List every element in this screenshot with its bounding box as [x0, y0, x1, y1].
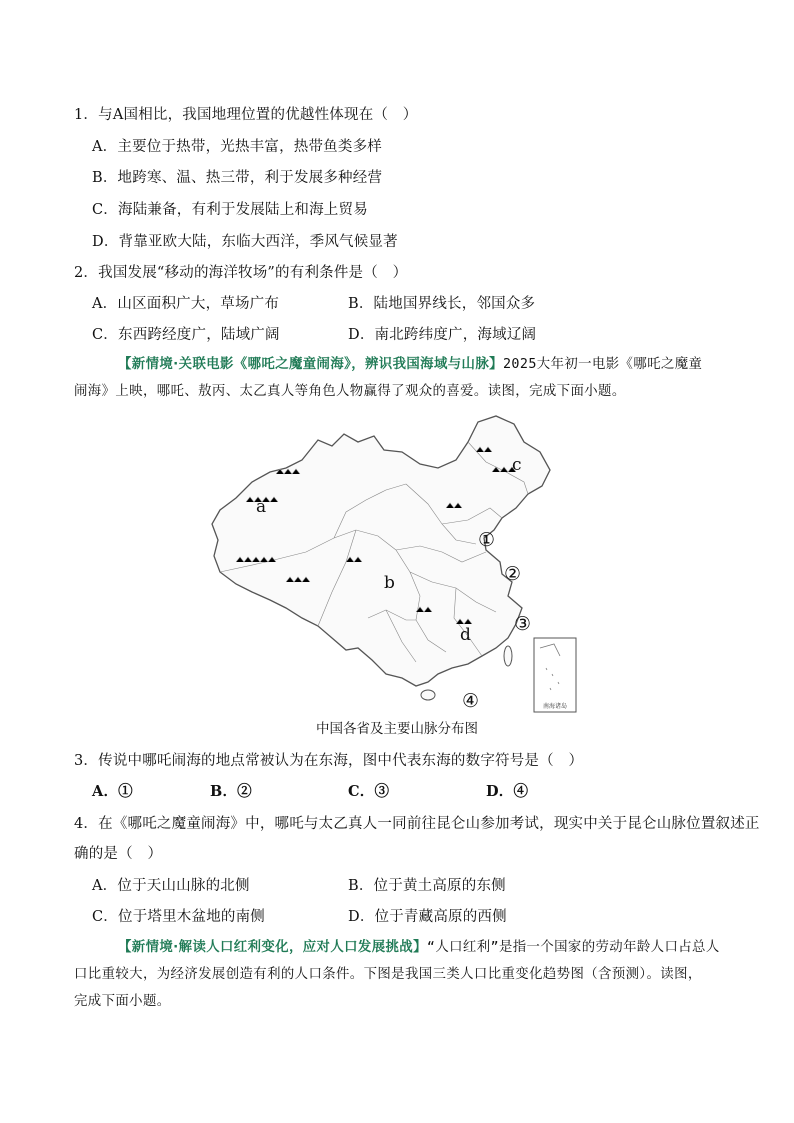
question-4-stem-line2: 确的是（ ）	[74, 846, 163, 862]
question-4-option-a[interactable]: A．位于天山山脉的北侧	[92, 878, 250, 894]
question-1-stem: 1．与A国相比，我国地理位置的优越性体现在（ ）	[74, 107, 418, 123]
context-1-text-line1: 2025大年初一电影《哪吒之魔童	[502, 357, 703, 372]
context-1-text-line2: 闹海》上映，哪吒、敖丙、太乙真人等角色人物赢得了观众的喜爱。读图，完成下面小题。	[74, 384, 626, 399]
context-2-text-line2: 口比重较大，为经济发展创造有利的人口条件。下图是我国三类人口比重变化趋势图（含预测）。读图，	[74, 967, 702, 982]
question-1-option-c[interactable]: C．海陆兼备，有利于发展陆上和海上贸易	[92, 202, 368, 218]
question-2-option-d[interactable]: D．南北跨纬度广，海域辽阔	[348, 327, 537, 343]
context-2-tag: 【新情境·解读人口红利变化，应对人口发展挑战】	[118, 940, 427, 955]
label-b: b	[384, 573, 395, 593]
sea-mark-4: ④	[462, 690, 480, 712]
question-4-option-d[interactable]: D．位于青藏高原的西侧	[348, 909, 507, 925]
south-china-sea-inset	[534, 638, 576, 712]
question-4-stem-line1: 4．在《哪吒之魔童闹海》中，哪吒与太乙真人一同前往昆仑山参加考试，现实中关于昆仑山脉位置叙述正	[74, 816, 760, 832]
context-2-text-line1: “人口红利”是指一个国家的劳动年龄人口占总人	[426, 940, 720, 955]
label-d: d	[460, 625, 471, 645]
question-3-option-d[interactable]: D．④	[486, 783, 529, 800]
label-c: c	[512, 455, 522, 475]
china-map	[206, 412, 578, 714]
sea-mark-1: ①	[478, 529, 496, 551]
context-2-text-line3: 完成下面小题。	[74, 994, 171, 1009]
question-3-option-a[interactable]: A．①	[92, 783, 133, 800]
label-a: a	[256, 497, 267, 517]
hainan-island	[421, 690, 435, 700]
question-4-option-b[interactable]: B．位于黄土高原的东侧	[348, 878, 506, 894]
inset-label: 南海诸岛	[542, 703, 568, 710]
question-1-option-b[interactable]: B．地跨寒、温、热三带，利于发展多种经营	[92, 170, 383, 186]
question-2-stem: 2．我国发展“移动的海洋牧场”的有利条件是（ ）	[74, 265, 408, 281]
sea-mark-2: ②	[504, 563, 522, 585]
map-caption: 中国各省及主要山脉分布图	[316, 721, 478, 737]
question-1-option-a[interactable]: A．主要位于热带，光热丰富，热带鱼类多样	[92, 139, 382, 155]
question-2-option-a[interactable]: A．山区面积广大，草场广布	[92, 296, 280, 312]
question-1-option-d[interactable]: D．背靠亚欧大陆，东临大西洋，季风气候显著	[92, 234, 398, 250]
sea-mark-3: ③	[514, 613, 532, 635]
context-1-tag: 【新情境·关联电影《哪吒之魔童闹海》，辨识我国海域与山脉】	[118, 357, 503, 372]
context-2	[74, 934, 734, 1015]
question-3-option-c[interactable]: C．③	[348, 783, 390, 800]
taiwan-island	[504, 646, 512, 666]
question-2-option-c[interactable]: C．东西跨经度广，陆域广阔	[92, 327, 280, 343]
question-2-option-b[interactable]: B．陆地国界线长，邻国众多	[348, 296, 536, 312]
question-3-option-b[interactable]: B．②	[210, 783, 252, 800]
context-1	[74, 351, 734, 405]
question-4-option-c[interactable]: C．位于塔里木盆地的南侧	[92, 909, 265, 925]
question-3-stem: 3．传说中哪吒闹海的地点常被认为在东海，图中代表东海的数字符号是（ ）	[74, 753, 584, 769]
china-outline	[212, 416, 550, 686]
